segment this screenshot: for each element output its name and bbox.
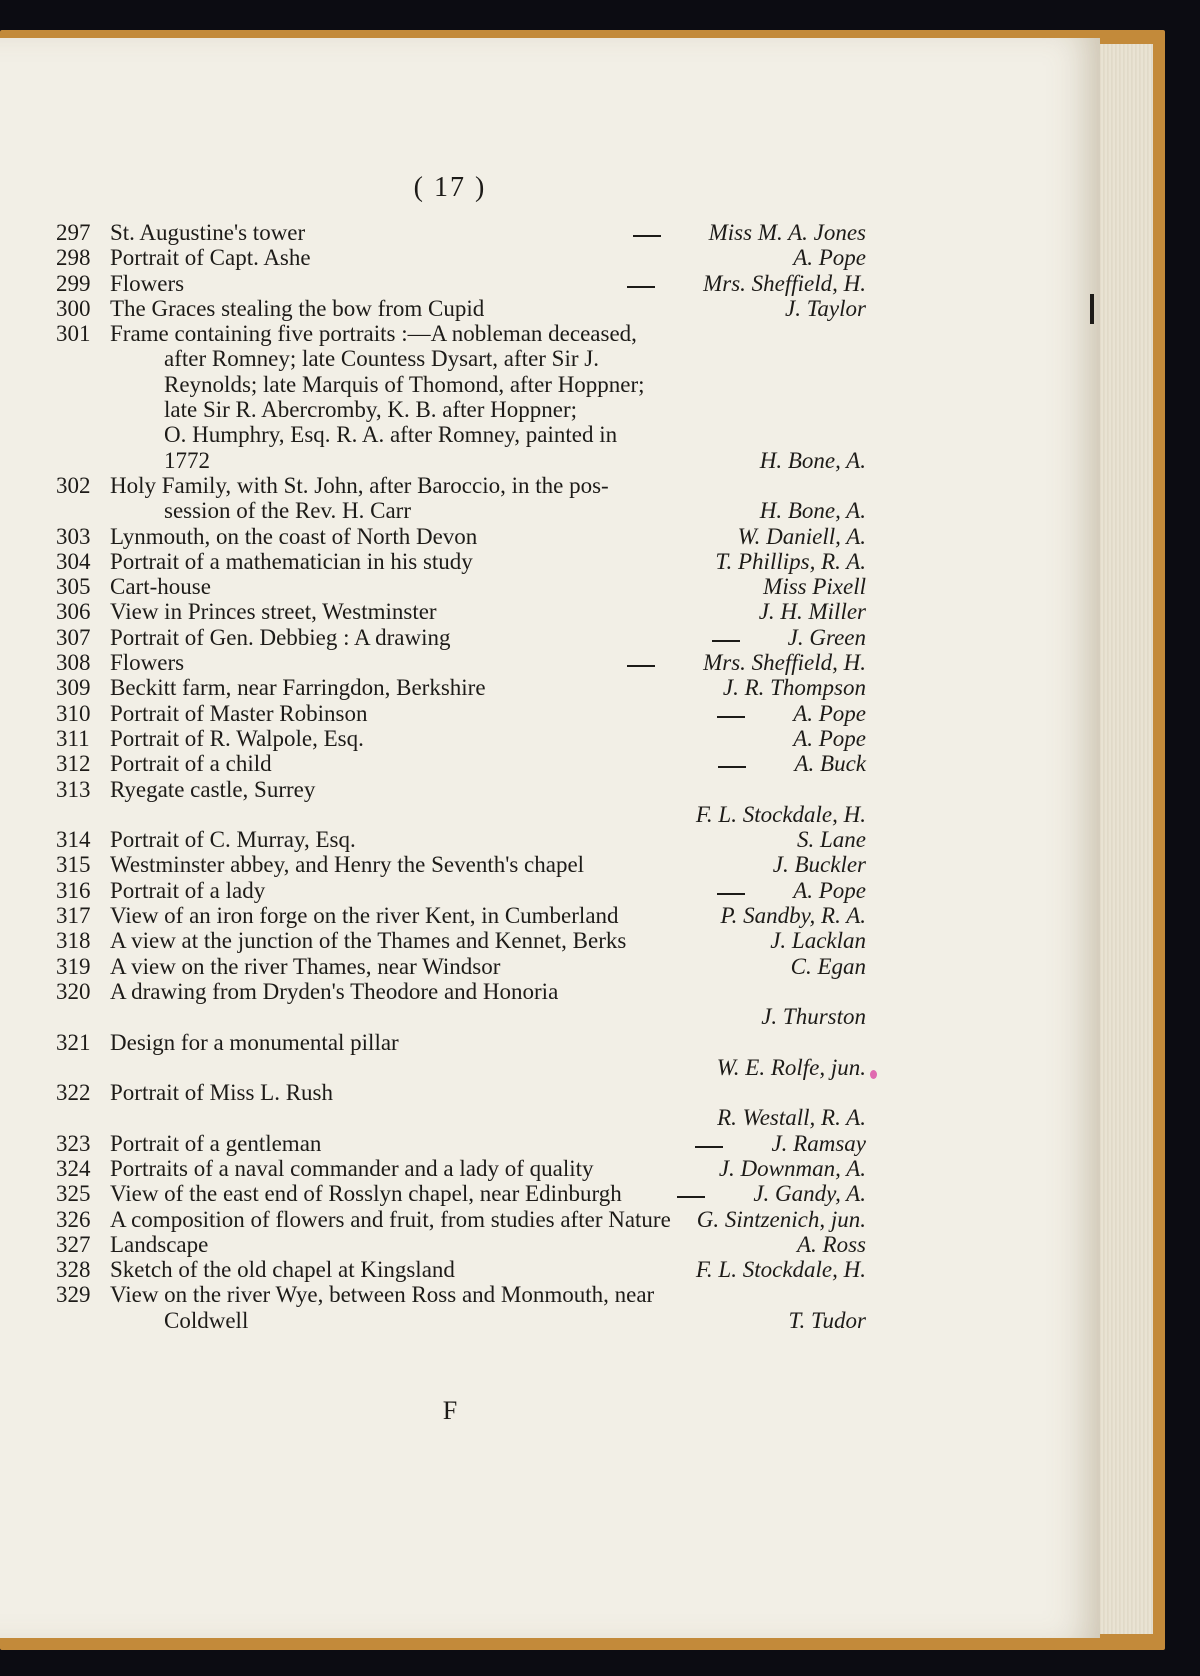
entry-title: Portrait of Capt. Ashe — [110, 245, 311, 271]
entry-number: 307 — [56, 624, 91, 650]
entry-title: Portrait of a mathematician in his study — [110, 548, 473, 574]
catalogue-entry — [56, 852, 866, 877]
entry-artist: A. Pope — [793, 725, 866, 751]
entry-title: Beckitt farm, near Farringdon, Berkshire — [110, 675, 486, 701]
entry-artist: W. E. Rolfe, jun. — [716, 1054, 866, 1080]
entry-title: The Graces stealing the bow from Cupid — [110, 295, 485, 321]
entry-title: 1772 — [164, 447, 210, 473]
catalogue-entry — [56, 1131, 866, 1156]
entry-title: Flowers — [110, 270, 185, 296]
entry-number: 319 — [56, 953, 91, 979]
entry-number: 299 — [56, 270, 91, 296]
signature-mark: F — [442, 1396, 458, 1425]
entry-artist: Mrs. Sheffield, H. — [703, 270, 866, 296]
entry-artist: J. Ramsay — [771, 1130, 866, 1156]
entry-number: 327 — [56, 1231, 91, 1257]
catalogue-entry — [56, 979, 866, 1030]
entry-number: 317 — [56, 903, 91, 929]
entry-title: after Romney; late Countess Dysart, after Sir J. — [164, 346, 599, 372]
catalogue-entry — [56, 878, 866, 903]
entry-number: 328 — [56, 1257, 91, 1283]
entry-title: Portrait of C. Murray, Esq. — [110, 827, 356, 853]
catalogue-entry — [56, 1257, 866, 1282]
entry-number: 321 — [56, 1029, 91, 1055]
dash-rule — [695, 1146, 723, 1148]
catalogue-entry — [56, 1282, 866, 1333]
entry-artist: J. H. Miller — [758, 599, 866, 625]
entry-number: 324 — [56, 1155, 91, 1181]
catalogue-entry — [56, 827, 866, 852]
entry-artist: A. Ross — [797, 1231, 866, 1257]
entry-artist: F. L. Stockdale, H. — [695, 801, 866, 827]
entry-artist: F. L. Stockdale, H. — [695, 1257, 866, 1283]
entry-artist: H. Bone, A. — [759, 447, 866, 473]
entry-artist: Miss M. A. Jones — [708, 220, 866, 245]
dash-rule — [712, 640, 740, 642]
entry-number: 306 — [56, 599, 91, 625]
entry-artist: J. R. Thompson — [722, 675, 866, 701]
entry-title: Lynmouth, on the coast of North Devon — [110, 523, 478, 549]
entry-number: 326 — [56, 1206, 91, 1232]
catalogue-entry — [56, 751, 866, 776]
entry-artist: T. Phillips, R. A. — [715, 548, 866, 574]
entry-artist: J. Lacklan — [770, 928, 866, 954]
entry-title: Reynolds; late Marquis of Thomond, after Hoppner; — [164, 371, 645, 397]
entry-artist: J. Taylor — [785, 295, 866, 321]
entry-artist: G. Sintzenich, jun. — [696, 1206, 866, 1232]
entry-title: St. Augustine's tower — [110, 220, 306, 245]
entry-artist: J. Thurston — [761, 1004, 866, 1030]
catalogue-entry — [56, 1232, 866, 1257]
entry-number: 301 — [56, 321, 91, 347]
entry-title: O. Humphry, Esq. R. A. after Romney, painted in — [164, 422, 618, 448]
entry-title: Landscape — [110, 1231, 209, 1257]
entry-artist: R. Westall, R. A. — [717, 1105, 866, 1131]
entry-number: 322 — [56, 1080, 91, 1106]
dash-rule — [627, 286, 655, 288]
entry-artist: J. Downman, A. — [718, 1155, 866, 1181]
entry-number: 318 — [56, 928, 91, 954]
entry-title: View of the east end of Rosslyn chapel, near Edinburgh — [110, 1181, 622, 1207]
entry-artist: A. Buck — [794, 751, 866, 777]
catalogue-entry — [56, 220, 866, 245]
entry-number: 313 — [56, 776, 91, 802]
entry-title: A drawing from Dryden's Theodore and Honoria — [110, 978, 559, 1004]
catalogue-entries — [56, 220, 866, 1333]
catalogue-entry — [56, 549, 866, 574]
catalogue-entry — [56, 701, 866, 726]
page-mark — [1090, 294, 1094, 324]
entry-number: 325 — [56, 1181, 91, 1207]
catalogue-entry — [56, 321, 866, 473]
entry-title: View of an iron forge on the river Kent, in Cumberland — [110, 903, 619, 929]
ink-smudge — [870, 1070, 877, 1079]
catalogue-entry — [56, 1181, 866, 1206]
entry-artist: A. Pope — [793, 877, 866, 903]
entry-title: session of the Rev. H. Carr — [164, 498, 411, 524]
entry-artist: Mrs. Sheffield, H. — [703, 650, 866, 676]
catalogue-entry — [56, 1156, 866, 1181]
catalogue-entry — [56, 599, 866, 624]
catalogue-entry — [56, 1207, 866, 1232]
entry-number: 314 — [56, 827, 91, 853]
catalogue-entry — [56, 1080, 866, 1131]
entry-number: 300 — [56, 295, 91, 321]
catalogue-entry — [56, 726, 866, 751]
catalogue-entry — [56, 954, 866, 979]
entry-artist: Miss Pixell — [763, 574, 866, 600]
entry-artist: C. Egan — [790, 953, 866, 979]
catalogue-entry — [56, 903, 866, 928]
dash-rule — [717, 893, 745, 895]
catalogue-entry — [56, 574, 866, 599]
entry-title: late Sir R. Abercromby, K. B. after Hoppner; — [164, 397, 578, 423]
entry-artist: W. Daniell, A. — [737, 523, 866, 549]
catalogue-entry — [56, 271, 866, 296]
entry-title: Sketch of the old chapel at Kingsland — [110, 1257, 455, 1283]
entry-artist: P. Sandby, R. A. — [720, 903, 866, 929]
catalogue-entry — [56, 675, 866, 700]
catalogue-entry — [56, 524, 866, 549]
entry-artist: A. Pope — [793, 245, 866, 271]
entry-number: 309 — [56, 675, 91, 701]
catalogue-entry — [56, 245, 866, 270]
catalogue-entry — [56, 777, 866, 828]
dash-rule — [718, 766, 746, 768]
dash-rule — [717, 716, 745, 718]
catalogue-entry — [56, 625, 866, 650]
entry-title: Portrait of a child — [110, 751, 272, 777]
page-edges — [1092, 44, 1153, 1634]
entry-number: 312 — [56, 751, 91, 777]
entry-title: Ryegate castle, Surrey — [110, 776, 316, 802]
entry-title: Westminster abbey, and Henry the Seventh's chapel — [110, 852, 585, 878]
entry-number: 310 — [56, 700, 91, 726]
dash-rule — [627, 665, 655, 667]
entry-title: View on the river Wye, between Ross and Monmouth, near — [110, 1282, 655, 1308]
entry-title: Portrait of Miss L. Rush — [110, 1080, 333, 1106]
entry-number: 303 — [56, 523, 91, 549]
entry-artist: S. Lane — [797, 827, 866, 853]
entry-artist: H. Bone, A. — [759, 498, 866, 524]
entry-title: Cart-house — [110, 574, 211, 600]
dash-rule — [633, 235, 661, 237]
entry-number: 304 — [56, 548, 91, 574]
entry-title: Portrait of Gen. Debbieg : A drawing — [110, 624, 451, 650]
entry-number: 316 — [56, 877, 91, 903]
page-number: ( 17 ) — [413, 172, 487, 203]
entry-number: 297 — [56, 220, 91, 245]
entry-artist: T. Tudor — [788, 1307, 866, 1333]
entry-title: Portrait of a gentleman — [110, 1130, 322, 1156]
catalogue-entry — [56, 928, 866, 953]
entry-artist: J. Buckler — [772, 852, 866, 878]
entry-artist: A. Pope — [793, 700, 866, 726]
entry-number: 302 — [56, 472, 91, 498]
catalogue-entry — [56, 473, 866, 524]
entry-number: 298 — [56, 245, 91, 271]
entry-title: Holy Family, with St. John, after Baroccio, in the pos- — [110, 472, 609, 498]
entry-title: Portrait of R. Walpole, Esq. — [110, 725, 364, 751]
entry-title: A composition of flowers and fruit, from studies after Nature — [110, 1206, 671, 1232]
dash-rule — [677, 1196, 705, 1198]
entry-title: Coldwell — [164, 1307, 249, 1333]
catalogue-entry — [56, 1030, 866, 1081]
entry-title: Flowers — [110, 650, 185, 676]
entry-title: View in Princes street, Westminster — [110, 599, 437, 625]
entry-artist: J. Green — [787, 624, 866, 650]
catalogue-entry — [56, 296, 866, 321]
catalogue-entry — [56, 650, 866, 675]
entry-number: 329 — [56, 1282, 91, 1308]
entry-title: Portraits of a naval commander and a lady of quality — [110, 1155, 594, 1181]
entry-title: Portrait of Master Robinson — [110, 700, 368, 726]
entry-number: 311 — [56, 725, 90, 751]
entry-number: 308 — [56, 650, 91, 676]
entry-number: 320 — [56, 978, 91, 1004]
entry-title: Design for a monumental pillar — [110, 1029, 399, 1055]
entry-number: 323 — [56, 1130, 91, 1156]
entry-title: A view at the junction of the Thames and Kennet, Berks — [110, 928, 627, 954]
entry-title: Frame containing five portraits :—A nobleman deceased, — [110, 321, 637, 347]
entry-title: A view on the river Thames, near Windsor — [110, 953, 501, 979]
entry-title: Portrait of a lady — [110, 877, 266, 903]
entry-number: 305 — [56, 574, 91, 600]
entry-number: 315 — [56, 852, 91, 878]
entry-artist: J. Gandy, A. — [753, 1181, 866, 1207]
